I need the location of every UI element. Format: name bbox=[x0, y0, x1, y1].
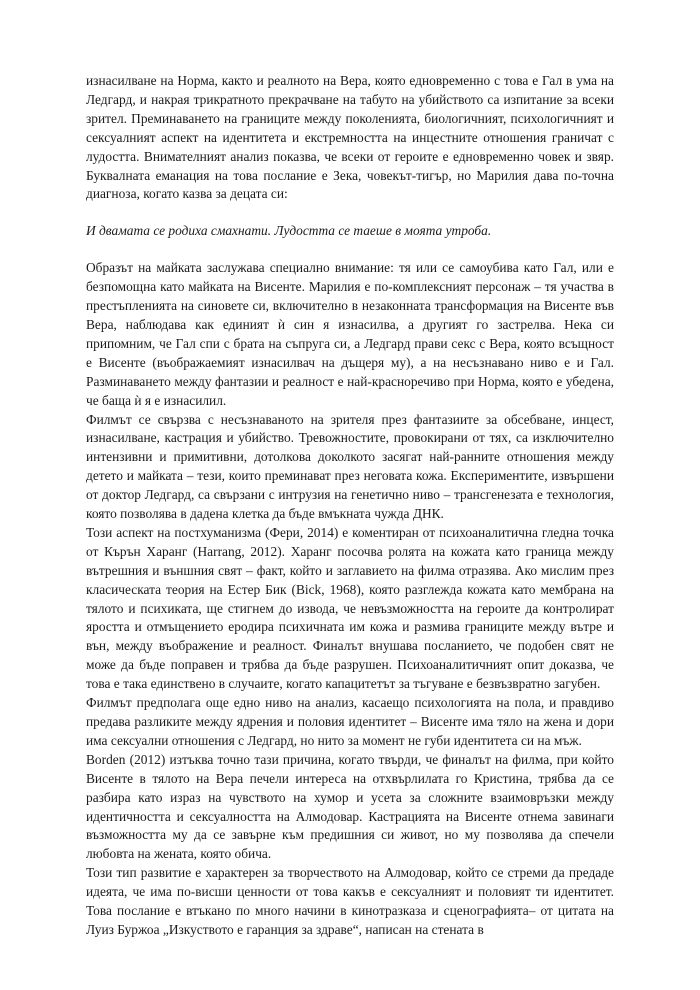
italic-quote: И двамата се родиха смахнати. Лудостта се таеше в моята утроба. bbox=[86, 223, 492, 239]
paragraph-5: Филмът предполага още едно ниво на анализ, касаещо психологията на пола, и правдиво предава разликите между ядрения и половия идентитет – Висенте има тяло на жена и дори има сексуални отношения с Ледгард, но нито за момент не губи идентитета си на мъж. bbox=[86, 695, 614, 748]
paragraph-3: Филмът се свързва с несъзнаваното на зрителя през фантазиите за обсебване, инцест, изнасилване, кастрация и убийство. Тревожностите, провокирани от тях, са изключително интензивни и примитивни, дотолкова доколкото засягат най-ранните отношения между детето и майката – тези, които преминават през неговата кожа. Експериментите, извършени от доктор Ледгард, са свързани с интрузия на генетично ниво – трансгенезата е технология, която позволява в дадена клетка да бъде вмъкната чужда ДНК. bbox=[86, 411, 614, 522]
paragraph-4: Този аспект на постхуманизма (Фери, 2014) е коментиран от психоаналитична гледна точка от Кърън Харанг (Harrang, 2012). Харанг посочва ролята на кожата като граница между вътрешния и външния свят – факт, който и заглавието на филма отразява. Ако мислим през класическата теория на Естер Бик (Bick, 1968), която разглежда кожата като мембрана на тялото и психиката, ще стигнем до извода, че невъзможността на героите да контролират яростта и отмъщението еродира психичната им кожа и размива границите между вътре и вън, между въображение и реалност. Финалът внушава посланието, че подобен свят не може да бъде поправен и трябва да бъде разрушен. Психоаналитичният опит доказва, че това е така единствено в случаите, когато капацитетът за тъгуване е безвъзвратно загубен. bbox=[86, 524, 614, 692]
paragraph-1: изнасилване на Норма, както и реалното на Вера, която едновременно с това е Гал в ума на Ледгард, и накрая трикратното прекрачване на табуто на убийството са изпитание за всеки зрител. Преминаването на границите между поколенията, биологичният, психологичният и сексуалният аспект на идентитета и екстремността на инцестните отношения граничат с лудостта. Внимателният анализ показва, че всеки от героите е едновременно човек и звяр. Буквалната еманация на това послание е Зека, човекът-тигър, но Марилия дава по-точна диагноза, когато казва за децата си: bbox=[86, 73, 614, 202]
paragraph-6: Borden (2012) изтъква точно тази причина, когато твърди, че финалът на филма, при който Висенте в тялото на Вера печели интереса на отхвърлилата го Кристина, трябва да се разбира като израз на чувството на хумор и усета за сложните взаимовръзки между идентичността и сексуалността на Алмодовар. Кастрацията на Висенте отнема завинаги възможността му да се завърне към предишния си живот, но му позволява да спечели любовта на жената, която обича. bbox=[86, 751, 614, 862]
paragraph-7: Този тип развитие е характерен за творчеството на Алмодовар, който се стреми да предаде идеята, че има по-висши ценности от това какъв е сексуалният и половият ти идентитет. Това послание е втъкано по много начини в кинотразказа и сценографията– от цитата на Луиз Буржоа „Изкуството е гаранция за здраве“, написан на стената в bbox=[86, 865, 614, 937]
document-page bbox=[86, 72, 614, 940]
paragraph-2: Образът на майката заслужава специално внимание: тя или се самоубива като Гал, или е безпомощна като майката на Висенте. Марилия е по-комплексният персонаж – тя участва в престъпленията на синовете си, включително в незаконната трансформация на Висенте във Вера, наблюдава как единият ѝ син я изнасилва, а другият го застрелва. Нека си припомним, че Гал спи с брата на съпруга си, а Ледгард прави секс с Вера, която всъщност е Висенте (въображаемият изнасилвач на дъщеря му), а на несъзнавано ниво е и Гал. Разминаването между фантазии и реалност е най-красноречиво при Норма, която е убедена, че баща ѝ я е изнасилил. bbox=[86, 260, 614, 408]
